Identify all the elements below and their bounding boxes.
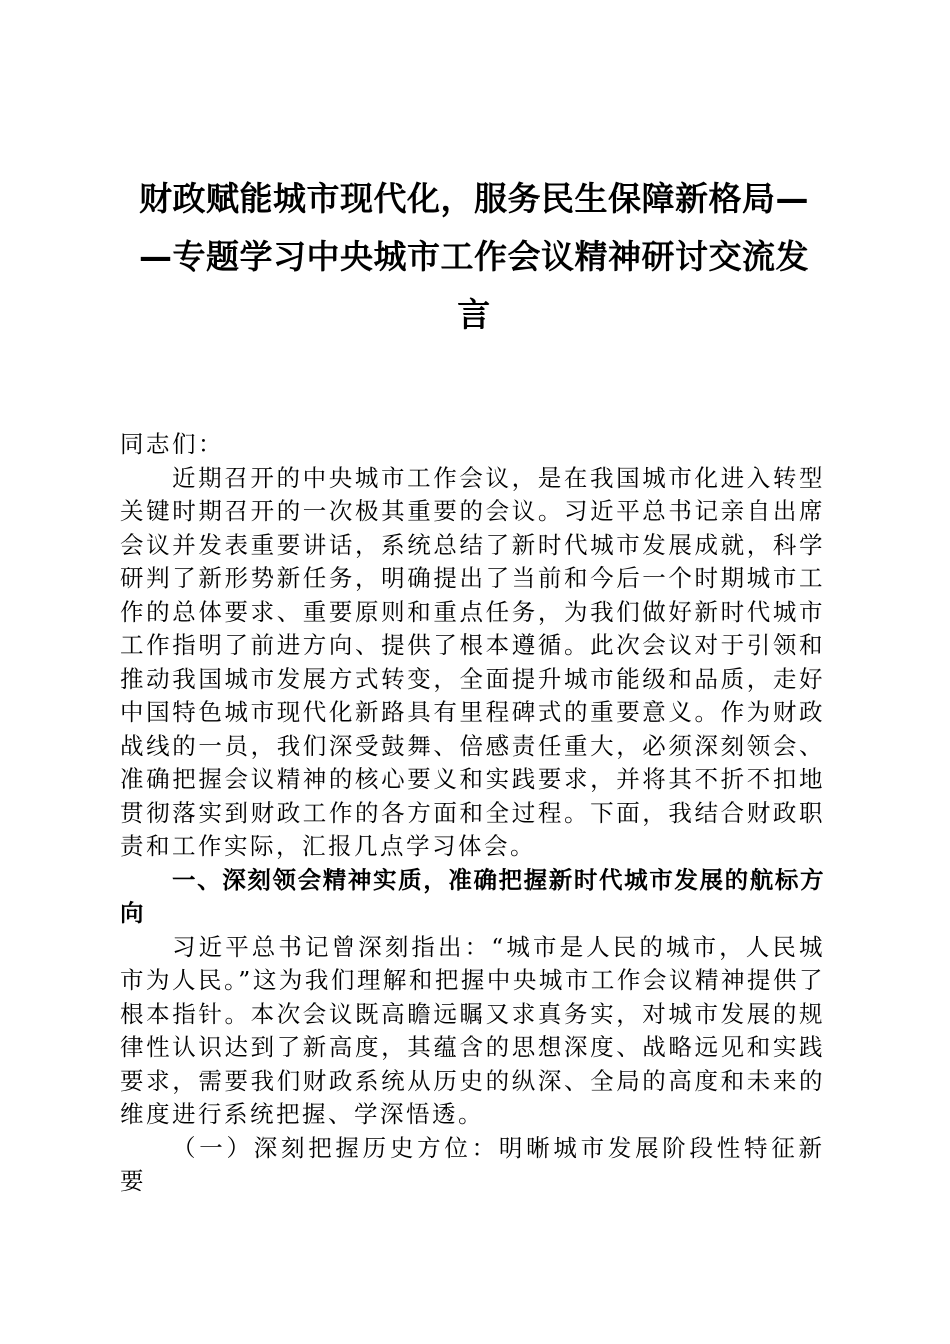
title-line-2: —专题学习中央城市工作会议精神研讨交流发	[139, 237, 809, 276]
title-line-3: 言	[457, 295, 491, 334]
paragraph-intro: 近期召开的中央城市工作会议，是在我国城市化进入转型关键时期召开的一次极其重要的会议。习近平总书记亲自出席会议并发表重要讲话，系统总结了新时代城市发展成就，科学研判了新形势新任务，明确提出了当前和今后一个时期城市工作的总体要求、重要原则和重点任务，为我们做好新时代城市工作指明了前进方向、提供了根本遵循。此次会议对于引领和推动我国城市发展方式转变，全面提升城市能级和品质，走好中国特色城市现代化新路具有里程碑式的重要意义。作为财政战线的一员，我们深受鼓舞、倍感责任重大，必须深刻领会、准确把握会议精神的核心要义和实践要求，并将其不折不扣地贯彻落实到财政工作的各方面和全过程。下面，我结合财政职责和工作实际，汇报几点学习体会。	[120, 463, 825, 860]
salutation: 同志们：	[120, 430, 224, 458]
document-title	[118, 170, 830, 344]
subsection-heading-1: （一）深刻把握历史方位：明晰城市发展阶段性特征新要	[120, 1133, 825, 1195]
document-body	[120, 428, 825, 1199]
paragraph-section-1: 习近平总书记曾深刻指出：“城市是人民的城市，人民城市为人民。”这为我们理解和把握中央城市工作会议精神提供了根本指针。本次会议既高瞻远瞩又求真务实，对城市发展的规律性认识达到了新高度，其蕴含的思想深度、战略远见和实践要求，需要我们财政系统从历史的纵深、全局的高度和未来的维度进行系统把握、学深悟透。	[120, 932, 825, 1128]
section-heading-1: 一、深刻领会精神实质，准确把握新时代城市发展的航标方向	[120, 865, 825, 927]
title-line-1: 财政赋能城市现代化，服务民生保障新格局—	[139, 179, 809, 218]
